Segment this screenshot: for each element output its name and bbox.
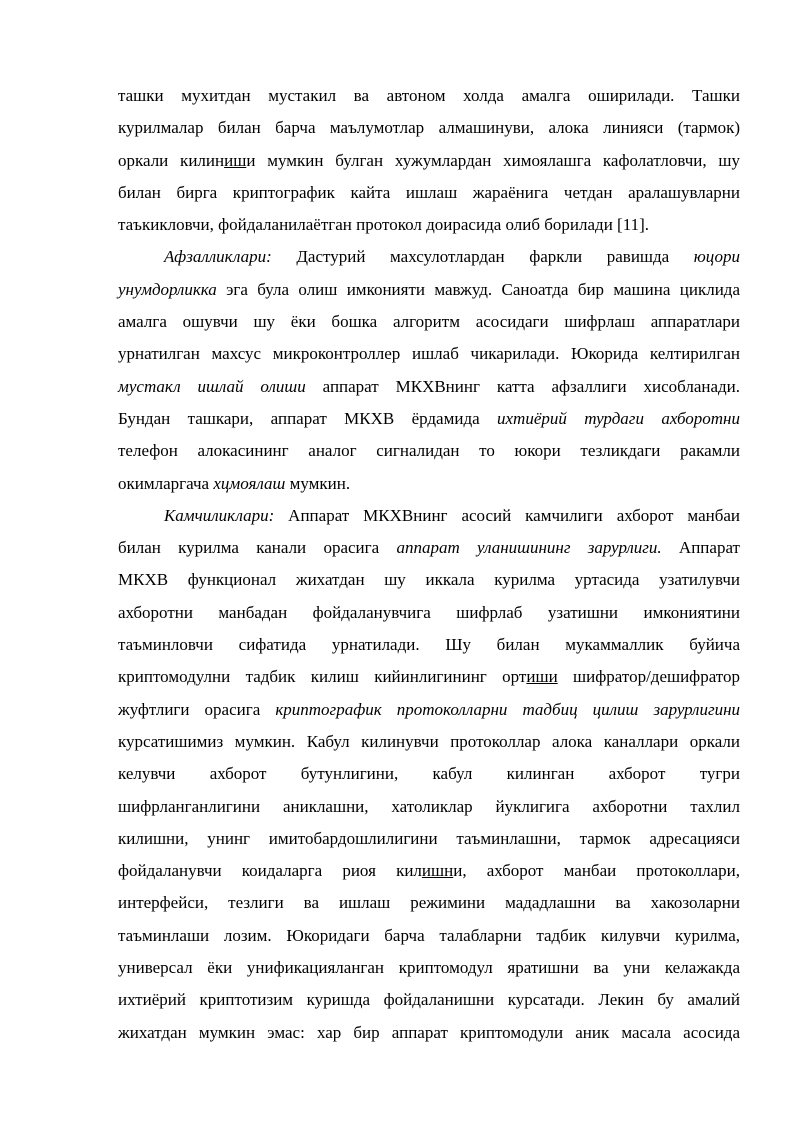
text-run: билан курилма канали орасига: [118, 538, 397, 558]
text-run: жуфтлиги орасига: [118, 699, 276, 719]
text-line: [118, 145, 740, 177]
text-run: ахборотни манбадан фойдаланувчига шифрлаб узатишни имкониятини: [118, 602, 740, 622]
underlined-text: ишн: [421, 861, 454, 881]
text-line: [118, 403, 740, 435]
text-line: [118, 887, 740, 919]
text-run: интерфейси, тезлиги ва ишлаш режимини мададлашни ва хакозоларни: [118, 893, 740, 913]
text-run: килишни, унинг имитобардошлилигини таъминлашни, тармок адресацияси: [118, 828, 740, 848]
italic-text: Камчиликлари:: [164, 505, 275, 525]
underlined-text: иш: [224, 150, 247, 170]
text-run: билан бирга криптографик кайта ишлаш жараёнига четдан аралашувларни: [118, 182, 740, 202]
text-run: универсал ёки унификацияланган криптомодул яратишни ва уни келажакда: [118, 958, 740, 978]
text-line: [118, 629, 740, 661]
text-line: [118, 920, 740, 952]
text-line: [118, 855, 740, 887]
text-run: и, ахборот манбаи протоколлари,: [453, 861, 740, 881]
text-line: [118, 80, 740, 112]
text-line: [118, 338, 740, 370]
text-line: [118, 306, 740, 338]
italic-text: хцмоялаш: [213, 473, 286, 493]
text-run: келувчи ахборот бутунлигини, кабул килинган ахборот тугри: [118, 764, 740, 784]
text-line: [118, 694, 740, 726]
text-line: [118, 468, 740, 500]
text-line: [118, 435, 740, 467]
italic-text: юцори: [693, 247, 740, 267]
text-line: [118, 791, 740, 823]
document-page: [118, 80, 740, 1049]
text-line: [118, 371, 740, 403]
text-run: и мумкин булган хужумлардан химоялашга кафолатловчи, шу: [246, 150, 740, 170]
text-run: фойдаланувчи коидаларга риоя кил: [118, 861, 422, 881]
text-line: [118, 209, 740, 241]
text-run: ташки мухитдан мустакил ва автоном холда амалга оширилади. Ташки: [118, 86, 740, 105]
paragraph: [118, 80, 740, 241]
text-run: таъкикловчи, фойдаланилаётган протокол доирасида олиб борилади [11].: [118, 215, 649, 235]
text-line: [118, 726, 740, 758]
text-line: [118, 274, 740, 306]
text-run: Аппарат: [661, 538, 740, 558]
text-run: шифратор/дешифратор: [557, 667, 741, 687]
text-line: [118, 952, 740, 984]
text-run: МКХВ функционал жихатдан шу иккала курилма уртасида узатилувчи: [118, 570, 740, 590]
text-line: [118, 177, 740, 209]
text-line: [118, 500, 740, 532]
italic-text: криптографик протоколларни тадбиц цилиш зарурлигини: [275, 699, 741, 719]
text-run: Аппарат МКХВнинг асосий камчилиги ахборот манбаи: [274, 505, 740, 525]
text-line: [118, 112, 740, 144]
text-run: Дастурий махсулотлардан фаркли равишда: [271, 247, 694, 267]
text-line: [118, 661, 740, 693]
text-run: эга була олиш имконияти мавжуд. Саноатда бир машина циклида: [216, 279, 740, 299]
text-run: мумкин.: [285, 473, 351, 493]
text-run: аппарат МКХВнинг катта афзаллиги хисобланади.: [305, 376, 741, 396]
text-run: урнатилган махсус микроконтроллер ишлаб чикарилади. Юкорида келтирилган: [118, 344, 740, 364]
text-line: [118, 1017, 740, 1049]
text-run: жихатдан мумкин эмас: хар бир аппарат криптомодули аник масала асосида: [118, 1022, 740, 1042]
text-run: таъминловчи сифатида урнатилади. Шу билан мукаммаллик буйича: [118, 635, 740, 655]
text-line: [118, 532, 740, 564]
italic-text: аппарат уланишининг зарурлиги.: [396, 538, 662, 558]
text-line: [118, 564, 740, 596]
text-line: [118, 823, 740, 855]
text-run: курсатишимиз мумкин. Кабул килинувчи протоколлар алока каналлари оркали: [118, 731, 740, 751]
paragraph: [118, 500, 740, 1049]
italic-text: ихтиёрий турдаги ахборотни: [497, 408, 740, 428]
text-line: [118, 984, 740, 1016]
text-line: [118, 758, 740, 790]
paragraph: [118, 241, 740, 499]
text-run: телефон алокасининг аналог сигналидан то юкори тезликдаги ракамли: [118, 441, 740, 461]
text-line: [118, 241, 740, 273]
italic-text: мустакл ишлай олиши: [118, 376, 306, 396]
text-run: окимларгача: [118, 473, 214, 493]
italic-text: унумдорликка: [118, 279, 217, 299]
text-run: криптомодулни тадбик килиш кийинлигининг орт: [118, 667, 527, 687]
text-line: [118, 597, 740, 629]
italic-text: Афзалликлари:: [164, 247, 272, 267]
text-run: ихтиёрий криптотизим куришда фойдаланишни курсатади. Лекин бу амалий: [118, 990, 740, 1010]
text-run: таъминлаши лозим. Юкоридаги барча талабларни тадбик килувчи курилма,: [118, 925, 740, 945]
text-run: Бундан ташкари, аппарат МКХВ ёрдамида: [118, 408, 498, 428]
text-run: амалга ошувчи шу ёки бошка алгоритм асосидаги шифрлаш аппаратлари: [118, 312, 740, 332]
text-run: оркали килин: [118, 150, 225, 170]
text-run: курилмалар билан барча маълумотлар алмашинуви, алока линияси (тармок): [118, 118, 740, 138]
underlined-text: иши: [526, 667, 558, 687]
text-run: шифрланганлигини аниклашни, хатоликлар йуклигига ахборотни тахлил: [118, 796, 740, 816]
